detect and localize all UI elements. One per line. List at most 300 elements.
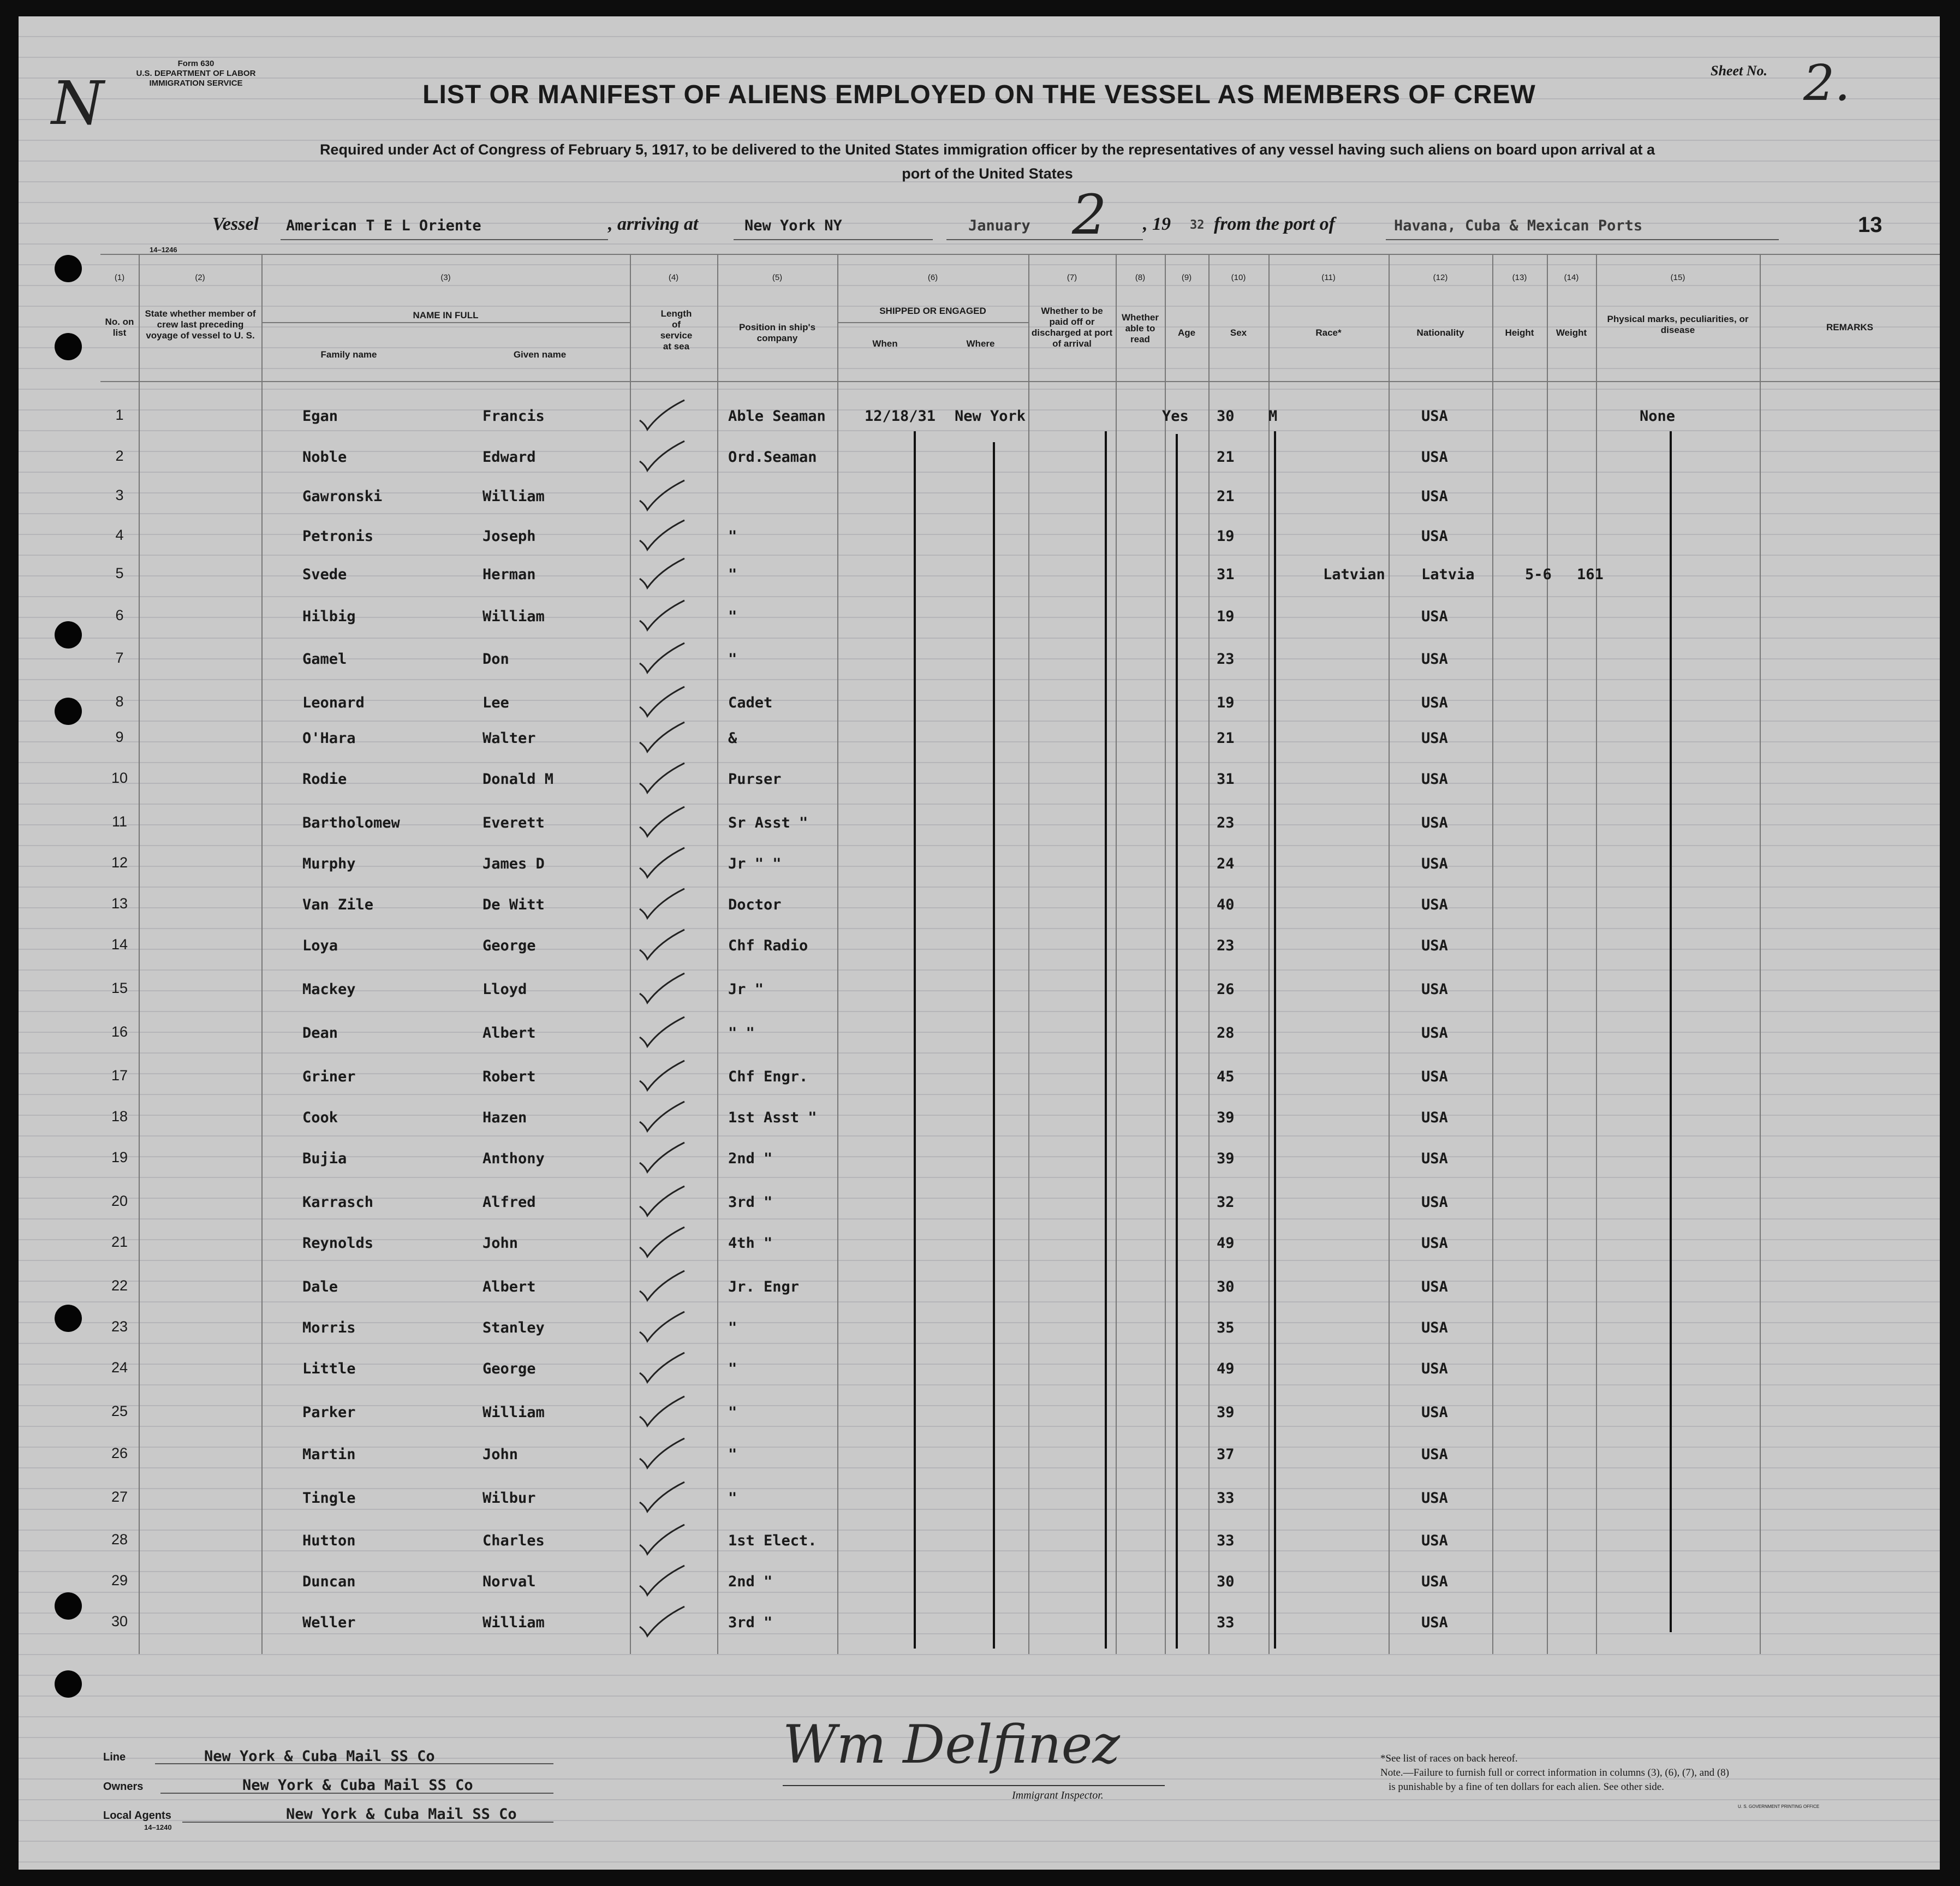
family-name-cell: Murphy (302, 855, 356, 872)
family-name-cell: Petronis (302, 528, 374, 545)
given-name-cell: William (482, 608, 545, 625)
nationality-cell: USA (1421, 408, 1448, 425)
height-cell: 5-6 (1525, 566, 1552, 583)
age-cell: 35 (1217, 1319, 1235, 1336)
row-number-cell: 12 (111, 854, 128, 871)
col-header-weight: Weight (1556, 328, 1587, 338)
position-cell: Jr. Engr (728, 1278, 800, 1295)
given-name-cell: Edward (482, 449, 536, 466)
age-cell: 21 (1217, 449, 1235, 466)
checkmark-icon (635, 1056, 687, 1094)
checkmark-icon (635, 1561, 687, 1599)
family-name-cell: Loya (302, 937, 338, 954)
subtitle-line-1: Required under Act of Congress of February 5, 1917, to be delivered to the United States immigration officer by the representatives of any vessel having such aliens on board upon arrival at a (319, 141, 1655, 158)
nationality-cell: USA (1421, 449, 1448, 466)
col-number-4: (4) (668, 273, 679, 282)
position-cell: " " (728, 1025, 755, 1042)
checkmark-icon (635, 1223, 687, 1261)
checkmark-icon (635, 1307, 687, 1346)
family-name-cell: O'Hara (302, 730, 356, 747)
col-header-where: Where (966, 338, 995, 349)
corner-handwritten-mark: N (51, 68, 104, 138)
ditto-line-read (1176, 434, 1178, 1649)
weight-cell: 161 (1577, 566, 1604, 583)
checkmark-icon (635, 596, 687, 634)
age-cell: 28 (1217, 1025, 1235, 1042)
given-name-cell: George (482, 937, 536, 954)
nationality-cell: USA (1421, 608, 1448, 625)
given-name-cell: John (482, 1446, 519, 1463)
position-cell: " (728, 1446, 737, 1463)
arrival-day: 2 (1072, 183, 1107, 247)
col-number-15: (15) (1670, 273, 1685, 282)
checkmark-icon (635, 802, 687, 841)
position-cell: Able Seaman (728, 408, 826, 425)
given-name-cell: Norval (482, 1573, 536, 1590)
list-number: 13 (1858, 213, 1882, 237)
family-name-cell: Duncan (302, 1573, 356, 1590)
position-cell: Chf Engr. (728, 1068, 808, 1085)
checkmark-icon (635, 718, 687, 756)
punch-hole (55, 255, 82, 282)
age-cell: 49 (1217, 1235, 1235, 1252)
line-label: Line (103, 1751, 126, 1763)
col-header-shipped-or-engaged: SHIPPED OR ENGAGED (879, 306, 986, 316)
position-cell: " (728, 1404, 737, 1421)
checkmark-icon (635, 969, 687, 1007)
row-number-cell: 22 (111, 1277, 128, 1294)
row-number-cell: 18 (111, 1108, 128, 1125)
nationality-cell: USA (1421, 488, 1448, 505)
nationality-cell: USA (1421, 651, 1448, 668)
punch-hole (55, 621, 82, 649)
checkmark-icon (635, 925, 687, 963)
nationality-cell: USA (1421, 1404, 1448, 1421)
row-number-cell: 23 (111, 1318, 128, 1335)
family-name-cell: Tingle (302, 1490, 356, 1507)
family-name-cell: Rodie (302, 771, 347, 788)
age-cell: 19 (1217, 694, 1235, 711)
nationality-cell: USA (1421, 937, 1448, 954)
given-name-cell: James D (482, 855, 545, 872)
position-cell: Jr " " (728, 855, 782, 872)
position-cell: " (728, 608, 737, 625)
row-number-cell: 4 (115, 527, 124, 543)
nationality-cell: USA (1421, 1614, 1448, 1631)
family-name-cell: Griner (302, 1068, 356, 1085)
arriving-label: , arriving at (608, 214, 699, 234)
position-cell: Doctor (728, 896, 782, 913)
age-cell: 33 (1217, 1614, 1235, 1631)
penalty-note-1: Note.—Failure to furnish full or correct information in columns (3), (6), (7), and (8) (1380, 1767, 1729, 1778)
col-number-9: (9) (1181, 273, 1192, 282)
punch-hole (55, 1670, 82, 1698)
nationality-cell: USA (1421, 1490, 1448, 1507)
given-name-cell: William (482, 1614, 545, 1631)
position-cell: " (728, 528, 737, 545)
given-name-cell: William (482, 1404, 545, 1421)
age-cell: 30 (1217, 408, 1235, 425)
able-to-read-cell: Yes (1162, 408, 1189, 425)
checkmark-icon (635, 1013, 687, 1051)
col-number-8: (8) (1135, 273, 1146, 282)
col-header-family-name: Family name (320, 349, 377, 360)
vessel-name: American T E L Oriente (286, 217, 481, 234)
given-name-cell: Everett (482, 814, 545, 831)
col-number-3: (3) (440, 273, 451, 282)
position-cell: " (728, 1490, 737, 1507)
checkmark-icon (635, 884, 687, 923)
family-name-cell: Egan (302, 408, 338, 425)
ditto-line-sex (1274, 431, 1276, 1649)
nationality-cell: USA (1421, 814, 1448, 831)
row-number-cell: 8 (115, 693, 124, 710)
row-number-cell: 1 (115, 407, 124, 423)
races-note: *See list of races on back hereof. (1380, 1753, 1518, 1764)
page-subtitle (73, 138, 1902, 186)
checkmark-icon (635, 554, 687, 592)
owners-value: New York & Cuba Mail SS Co (242, 1777, 473, 1794)
ditto-line-where (993, 442, 995, 1649)
family-name-cell: Bartholomew (302, 814, 400, 831)
row-number-cell: 24 (111, 1359, 128, 1376)
shipped-where-cell: New York (955, 408, 1026, 425)
given-name-cell: Albert (482, 1278, 536, 1295)
checkmark-icon (635, 396, 687, 434)
row-number-cell: 25 (111, 1403, 128, 1419)
age-cell: 39 (1217, 1109, 1235, 1126)
col-number-2: (2) (195, 273, 205, 282)
age-cell: 49 (1217, 1360, 1235, 1377)
punch-hole (55, 698, 82, 725)
nationality-cell: USA (1421, 1150, 1448, 1167)
given-name-cell: Donald M (482, 771, 554, 788)
age-cell: 32 (1217, 1194, 1235, 1211)
checkmark-icon (635, 516, 687, 554)
arrival-month: January (968, 217, 1030, 234)
row-number-cell: 16 (111, 1024, 128, 1040)
printer-credit: U. S. GOVERNMENT PRINTING OFFICE (1738, 1804, 1820, 1809)
age-cell: 23 (1217, 651, 1235, 668)
family-name-cell: Bujia (302, 1150, 347, 1167)
checkmark-icon (635, 1138, 687, 1176)
family-name-cell: Cook (302, 1109, 338, 1126)
nationality-cell: USA (1421, 730, 1448, 747)
row-number-cell: 17 (111, 1067, 128, 1084)
age-cell: 30 (1217, 1573, 1235, 1590)
checkmark-icon (635, 1602, 687, 1640)
col-header-sex: Sex (1230, 328, 1247, 338)
position-cell: Ord.Seaman (728, 449, 817, 466)
age-cell: 23 (1217, 814, 1235, 831)
family-name-cell: Leonard (302, 694, 365, 711)
col-header-when: When (872, 338, 898, 349)
given-name-cell: Albert (482, 1025, 536, 1042)
inspector-label: Immigrant Inspector. (1012, 1789, 1104, 1801)
checkmark-icon (635, 1520, 687, 1558)
age-cell: 23 (1217, 937, 1235, 954)
position-cell: 2nd " (728, 1573, 773, 1590)
given-name-cell: Lloyd (482, 981, 527, 998)
col-header-last-voyage: State whether member of crew last preceding voyage of vessel to U. S. (145, 308, 256, 341)
row-number-cell: 27 (111, 1489, 128, 1505)
nationality-cell: USA (1421, 896, 1448, 913)
family-name-cell: Noble (302, 449, 347, 466)
age-cell: 19 (1217, 608, 1235, 625)
checkmark-icon (635, 1266, 687, 1305)
checkmark-icon (635, 1478, 687, 1516)
col-header-height: Height (1505, 328, 1534, 338)
ditto-line-when (914, 431, 916, 1649)
row-number-cell: 19 (111, 1149, 128, 1165)
family-name-cell: Weller (302, 1614, 356, 1631)
checkmark-icon (635, 759, 687, 797)
given-name-cell: Hazen (482, 1109, 527, 1126)
line-value: New York & Cuba Mail SS Co (204, 1748, 435, 1765)
row-number-cell: 30 (111, 1613, 128, 1629)
col-header-paid-off: Whether to be paid off or discharged at port of arrival (1031, 306, 1113, 349)
ditto-line-paid-off (1105, 431, 1107, 1649)
from-port: Havana, Cuba & Mexican Ports (1394, 217, 1643, 234)
family-name-cell: Gawronski (302, 488, 383, 505)
checkmark-icon (635, 1392, 687, 1430)
col-number-1: (1) (114, 273, 125, 282)
given-name-cell: Walter (482, 730, 536, 747)
family-name-cell: Karrasch (302, 1194, 374, 1211)
checkmark-icon (635, 843, 687, 882)
row-number-cell: 3 (115, 487, 124, 503)
given-name-cell: Joseph (482, 528, 536, 545)
checkmark-icon (635, 1434, 687, 1472)
col-header-age: Age (1177, 328, 1196, 338)
col-header-remarks: REMARKS (1826, 322, 1873, 332)
position-cell: 2nd " (728, 1150, 773, 1167)
family-name-cell: Van Zile (302, 896, 374, 913)
given-name-cell: Herman (482, 566, 536, 583)
vessel-label: Vessel (212, 214, 259, 234)
age-cell: 26 (1217, 981, 1235, 998)
row-number-cell: 10 (111, 770, 128, 786)
checkmark-icon (635, 437, 687, 475)
penalty-note-2: is punishable by a fine of ten dollars for each alien. See other side. (1389, 1781, 1664, 1793)
col-header-name-in-full: NAME IN FULL (413, 310, 479, 320)
race-cell: Latvian (1323, 566, 1385, 583)
age-cell: 24 (1217, 855, 1235, 872)
sex-cell: M (1268, 408, 1278, 425)
position-cell: " (728, 651, 737, 668)
checkmark-icon (635, 1348, 687, 1387)
row-number-cell: 15 (111, 980, 128, 996)
age-cell: 45 (1217, 1068, 1235, 1085)
nationality-cell: USA (1421, 855, 1448, 872)
position-cell: Chf Radio (728, 937, 808, 954)
given-name-cell: Wilbur (482, 1490, 536, 1507)
family-name-cell: Reynolds (302, 1235, 374, 1252)
form-code: 14–1246 (150, 246, 177, 254)
checkmark-icon (635, 1097, 687, 1135)
row-number-cell: 2 (115, 448, 124, 464)
year-label: , 19 (1143, 214, 1171, 234)
col-number-10: (10) (1231, 273, 1246, 282)
punch-hole (55, 1592, 82, 1620)
age-cell: 40 (1217, 896, 1235, 913)
nationality-cell: USA (1421, 1446, 1448, 1463)
row-number-cell: 13 (111, 895, 128, 912)
row-number-cell: 5 (115, 565, 124, 581)
nationality-cell: USA (1421, 1194, 1448, 1211)
family-name-cell: Martin (302, 1446, 356, 1463)
position-cell: 3rd " (728, 1614, 773, 1631)
row-number-cell: 14 (111, 936, 128, 953)
from-port-label: from the port of (1214, 214, 1335, 234)
col-header-physical-marks: Physical marks, peculiarities, or disease (1607, 314, 1749, 335)
nationality-cell: USA (1421, 694, 1448, 711)
position-cell: Jr " (728, 981, 764, 998)
position-cell: " (728, 566, 737, 583)
given-name-cell: Alfred (482, 1194, 536, 1211)
ditto-line-marks (1670, 431, 1672, 1632)
nationality-cell: USA (1421, 771, 1448, 788)
sheet-number-label: Sheet No. (1711, 63, 1767, 79)
col-number-6: (6) (927, 273, 938, 282)
checkmark-icon (635, 1182, 687, 1220)
col-header-race: Race* (1315, 328, 1342, 338)
row-number-cell: 29 (111, 1572, 128, 1588)
subtitle-line-2: port of the United States (902, 165, 1073, 182)
nationality-cell: USA (1421, 1532, 1448, 1549)
department-name: U.S. DEPARTMENT OF LABOR (136, 69, 256, 78)
punch-hole (55, 333, 82, 360)
family-name-cell: Gamel (302, 651, 347, 668)
inspector-signature: Wm Delfinez (783, 1714, 1120, 1775)
age-cell: 19 (1217, 528, 1235, 545)
shipped-when-cell: 12/18/31 (865, 408, 936, 425)
col-number-14: (14) (1564, 273, 1579, 282)
col-header-given-name: Given name (513, 349, 567, 360)
arrival-year: 32 (1190, 218, 1205, 232)
checkmark-icon (635, 639, 687, 677)
arriving-port: New York NY (744, 217, 842, 234)
row-number-cell: 26 (111, 1445, 128, 1461)
family-name-cell: Little (302, 1360, 356, 1377)
age-cell: 39 (1217, 1404, 1235, 1421)
nationality-cell: USA (1421, 1025, 1448, 1042)
row-number-cell: 21 (111, 1234, 128, 1250)
manifest-sheet (19, 16, 1940, 1870)
form-number: Form 630 (177, 59, 215, 68)
age-cell: 37 (1217, 1446, 1235, 1463)
age-cell: 39 (1217, 1150, 1235, 1167)
nationality-cell: USA (1421, 1360, 1448, 1377)
service-name: IMMIGRATION SERVICE (149, 79, 243, 88)
col-header-position: Position in ship's company (738, 322, 816, 343)
family-name-cell: Dale (302, 1278, 338, 1295)
nationality-cell: USA (1421, 528, 1448, 545)
given-name-cell: Stanley (482, 1319, 545, 1336)
position-cell: 4th " (728, 1235, 773, 1252)
page-title: LIST OR MANIFEST OF ALIENS EMPLOYED ON THE VESSEL AS MEMBERS OF CREW (422, 80, 1536, 109)
given-name-cell: George (482, 1360, 536, 1377)
position-cell: Purser (728, 771, 782, 788)
given-name-cell: Robert (482, 1068, 536, 1085)
age-cell: 30 (1217, 1278, 1235, 1295)
given-name-cell: John (482, 1235, 519, 1252)
given-name-cell: Anthony (482, 1150, 545, 1167)
position-cell: " (728, 1360, 737, 1377)
family-name-cell: Svede (302, 566, 347, 583)
age-cell: 31 (1217, 566, 1235, 583)
sheet-number: 2. (1803, 55, 1850, 112)
col-number-7: (7) (1067, 273, 1077, 282)
position-cell: " (728, 1319, 737, 1336)
col-number-11: (11) (1321, 273, 1336, 282)
col-header-no-on-list: No. on list (105, 317, 134, 338)
family-name-cell: Hilbig (302, 608, 356, 625)
family-name-cell: Morris (302, 1319, 356, 1336)
col-header-able-to-read: Whether able to read (1122, 312, 1159, 344)
col-header-nationality: Nationality (1416, 328, 1464, 338)
age-cell: 33 (1217, 1532, 1235, 1549)
col-header-length-of-service: Length of service at sea (660, 308, 693, 352)
family-name-cell: Parker (302, 1404, 356, 1421)
given-name-cell: Don (482, 651, 509, 668)
position-cell: & (728, 730, 737, 747)
given-name-cell: Lee (482, 694, 509, 711)
checkmark-icon (635, 476, 687, 514)
physical-marks-cell: None (1640, 408, 1676, 425)
row-number-cell: 28 (111, 1531, 128, 1548)
family-name-cell: Mackey (302, 981, 356, 998)
age-cell: 21 (1217, 730, 1235, 747)
given-name-cell: Charles (482, 1532, 545, 1549)
col-number-12: (12) (1433, 273, 1448, 282)
position-cell: Sr Asst " (728, 814, 808, 831)
nationality-cell: USA (1421, 1235, 1448, 1252)
nationality-cell: USA (1421, 1319, 1448, 1336)
col-number-13: (13) (1512, 273, 1527, 282)
col-number-5: (5) (772, 273, 783, 282)
position-cell: 1st Elect. (728, 1532, 817, 1549)
nationality-cell: USA (1421, 1068, 1448, 1085)
age-cell: 21 (1217, 488, 1235, 505)
local-agents-value: New York & Cuba Mail SS Co (286, 1806, 517, 1823)
position-cell: 3rd " (728, 1194, 773, 1211)
given-name-cell: Francis (482, 408, 545, 425)
owners-label: Owners (103, 1781, 144, 1793)
row-number-cell: 6 (115, 607, 124, 623)
family-name-cell: Hutton (302, 1532, 356, 1549)
given-name-cell: De Witt (482, 896, 545, 913)
given-name-cell: William (482, 488, 545, 505)
checkmark-icon (635, 682, 687, 721)
row-number-cell: 11 (111, 813, 128, 830)
punch-hole (55, 1305, 82, 1332)
age-cell: 33 (1217, 1490, 1235, 1507)
age-cell: 31 (1217, 771, 1235, 788)
nationality-cell: USA (1421, 981, 1448, 998)
nationality-cell: Latvia (1421, 566, 1475, 583)
row-number-cell: 7 (115, 650, 124, 666)
nationality-cell: USA (1421, 1109, 1448, 1126)
nationality-cell: USA (1421, 1573, 1448, 1590)
position-cell: Cadet (728, 694, 773, 711)
row-number-cell: 20 (111, 1193, 128, 1209)
family-name-cell: Dean (302, 1025, 338, 1042)
local-agents-label: Local Agents (103, 1810, 171, 1822)
footer-form-code: 14–1240 (144, 1823, 172, 1831)
row-number-cell: 9 (115, 729, 124, 745)
nationality-cell: USA (1421, 1278, 1448, 1295)
